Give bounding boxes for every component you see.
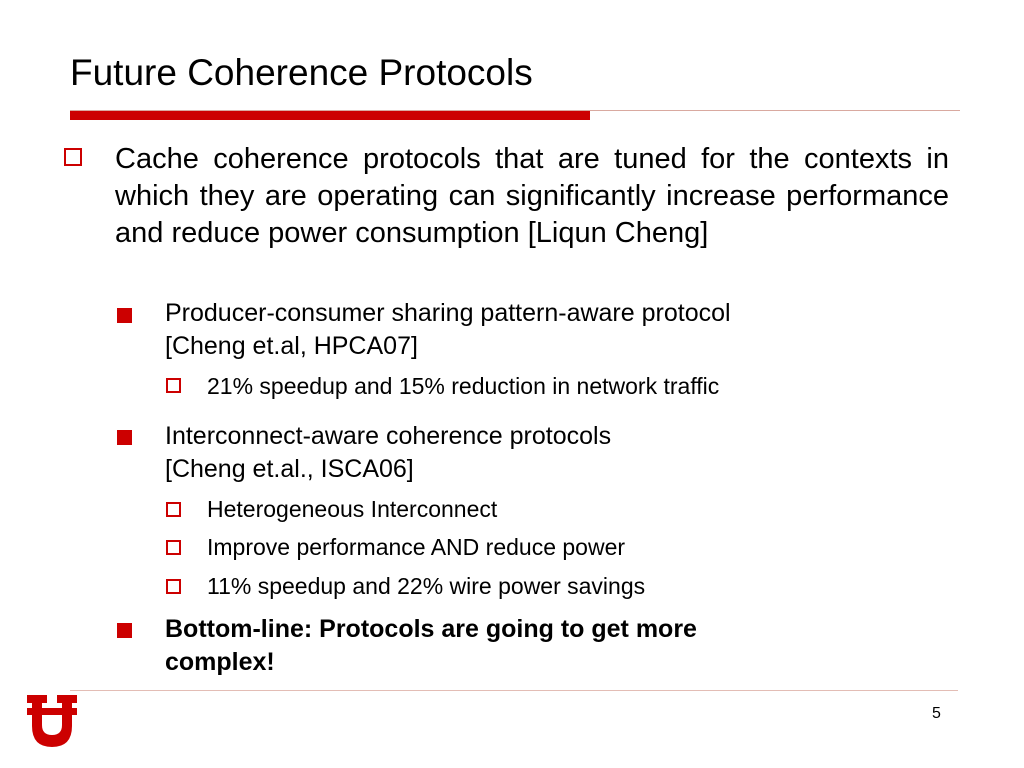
interconnect-citation: [Cheng et.al., ISCA06] [165, 455, 414, 483]
hollow-square-bullet-icon [166, 540, 181, 555]
hollow-square-bullet-icon [166, 579, 181, 594]
footer-divider [70, 690, 958, 691]
filled-square-bullet-icon [117, 430, 132, 445]
producer-consumer-result: 21% speedup and 15% reduction in network traffic [207, 373, 720, 399]
producer-consumer-citation: [Cheng et.al, HPCA07] [165, 332, 418, 360]
title-divider-accent [70, 111, 590, 120]
producer-consumer-line1: Producer-consumer sharing pattern-aware protocol [165, 299, 731, 327]
filled-square-bullet-icon [117, 623, 132, 638]
interconnect-sub1: Heterogeneous Interconnect [207, 496, 498, 522]
university-logo-icon [27, 695, 77, 747]
hollow-square-bullet-icon [166, 378, 181, 393]
interconnect-sub3: 11% speedup and 22% wire power savings [207, 573, 646, 599]
hollow-square-bullet-icon [166, 502, 181, 517]
main-bullet-text: Cache coherence protocols that are tuned for the contexts in which they are operating can significantly increase performance and reduce power consumption [Liqun Cheng] [115, 143, 949, 249]
hollow-square-bullet-icon [64, 148, 82, 166]
filled-square-bullet-icon [117, 308, 132, 323]
slide-title: Future Coherence Protocols [70, 52, 533, 93]
page-number: 5 [932, 705, 941, 722]
interconnect-line1: Interconnect-aware coherence protocols [165, 422, 612, 450]
bottom-line-line1: Bottom-line: Protocols are going to get more [165, 615, 697, 643]
interconnect-sub2: Improve performance AND reduce power [207, 534, 626, 560]
bottom-line-line2: complex! [165, 648, 275, 676]
